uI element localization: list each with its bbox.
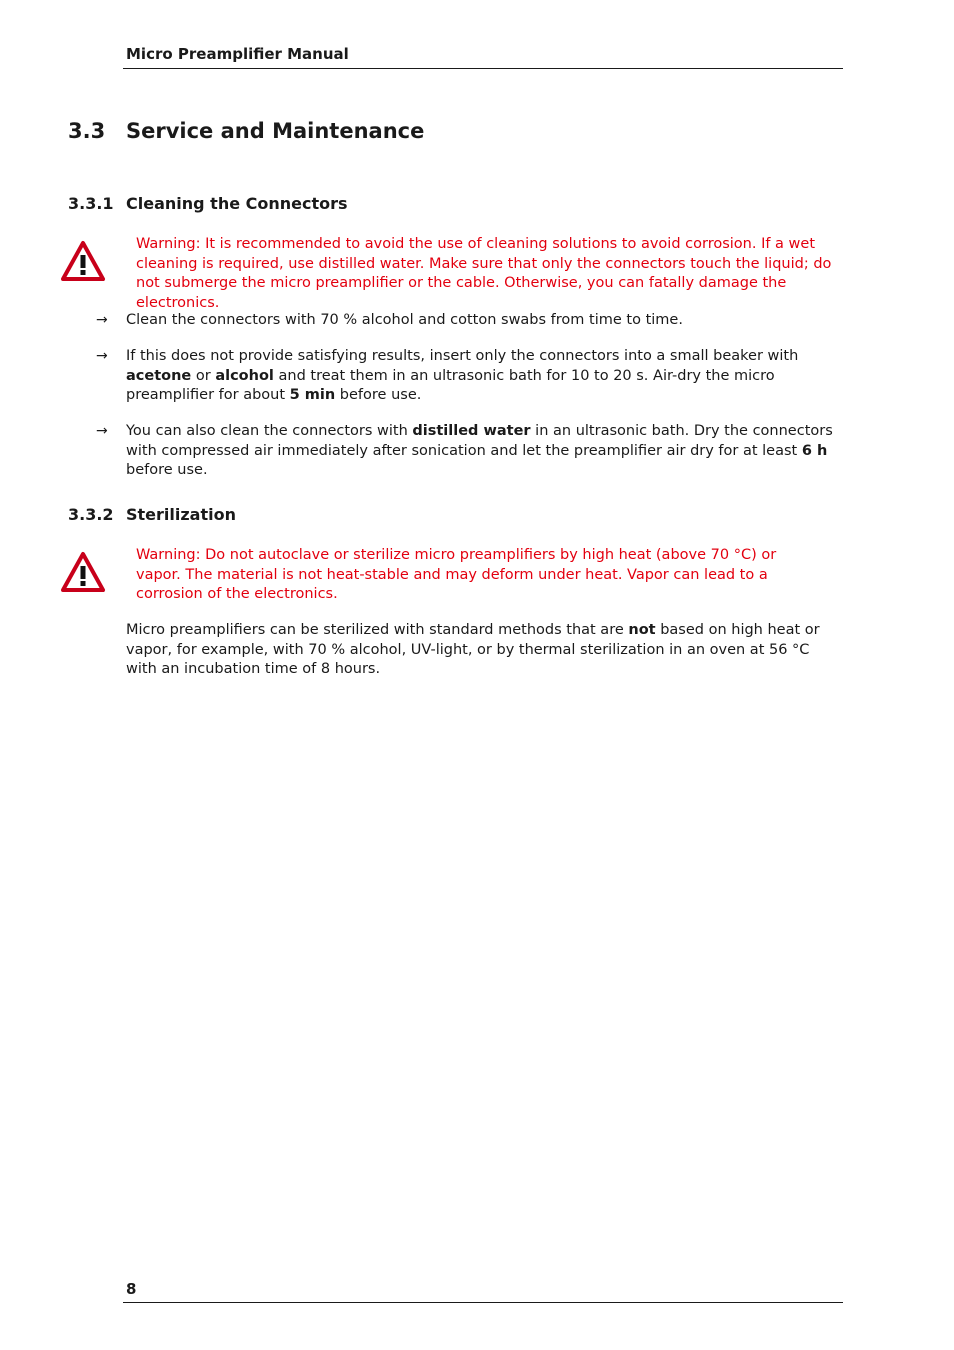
warning-triangle-icon <box>60 239 106 283</box>
section-number: 3.3 <box>68 119 106 143</box>
arrow-bullet: → <box>96 312 108 328</box>
arrow-bullet: → <box>96 348 108 364</box>
arrow-bullet: → <box>96 423 108 439</box>
footer-rule <box>123 1302 843 1303</box>
warning-text: Warning: It is recommended to avoid the use of cleaning solutions to avoid corrosion. If a wet cleaning is required, use distilled water. Make sure that only the connectors touch the liquid; do not submerge the micro preamplifier or the cable. Otherwise, you can fatally damage the electronics. <box>136 236 832 311</box>
subsection-number: 3.3.1 <box>68 194 114 213</box>
page-number: 8 <box>126 1280 137 1298</box>
section-title: Service and Maintenance <box>126 119 425 143</box>
subsection-number: 3.3.2 <box>68 505 114 524</box>
list-item: Clean the connectors with 70 % alcohol and cotton swabs from time to time. <box>126 312 683 328</box>
subsection-title: Cleaning the Connectors <box>126 194 348 213</box>
list-item: You can also clean the connectors with distilled water in an ultrasonic bath. Dry the connectors with compressed air immediately after sonication and let the preamplifier air dry for at least 6 h before use. <box>126 423 833 478</box>
warning-triangle-icon <box>60 550 106 594</box>
running-header: Micro Preamplifier Manual <box>126 45 349 63</box>
header-rule <box>123 68 843 69</box>
subsection-title: Sterilization <box>126 505 236 524</box>
warning-text: Warning: Do not autoclave or sterilize micro preamplifiers by high heat (above 70 °C) or vapor. The material is not heat-stable and may deform under heat. Vapor can lead to a corrosion of the electronics. <box>136 547 777 602</box>
list-item: If this does not provide satisfying results, insert only the connectors into a small beaker with acetone or alcohol and treat them in an ultrasonic bath for 10 to 20 s. Air-dry the micro preamplifier for about 5 min before use. <box>126 348 799 403</box>
body-paragraph: Micro preamplifiers can be sterilized with standard methods that are not based on high heat or vapor, for example, with 70 % alcohol, UV-light, or by thermal sterilization in an oven at 56 °C with an incubation time of 8 hours. <box>126 622 820 677</box>
